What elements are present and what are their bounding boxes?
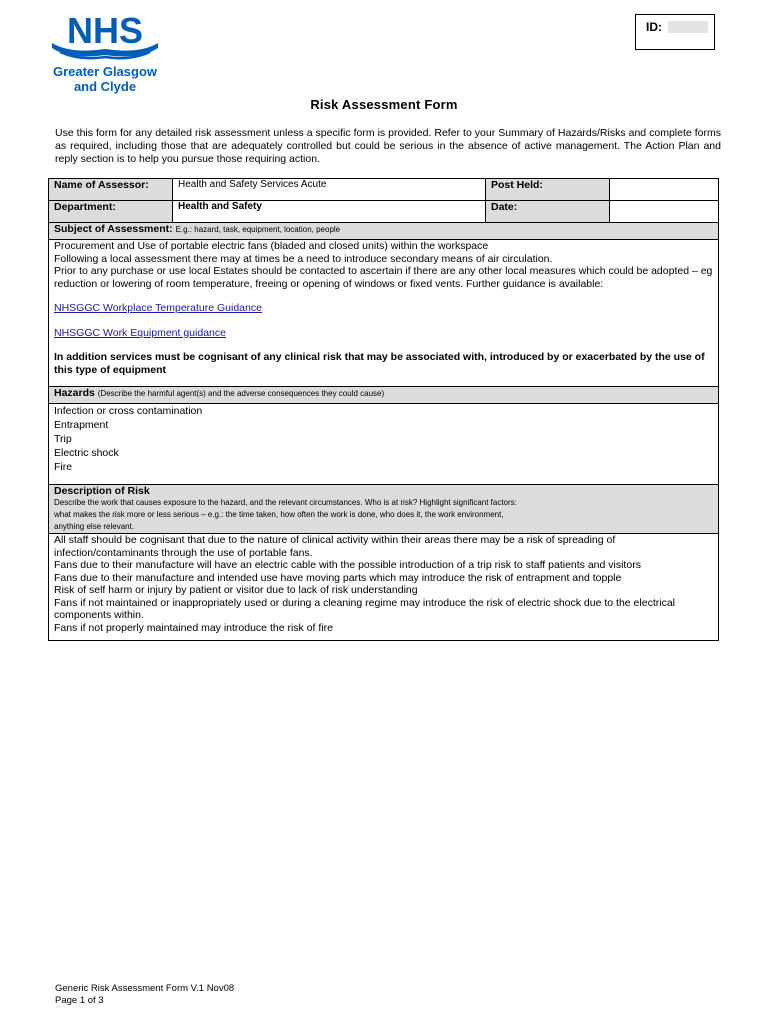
risk-hint-line: what makes the risk more or less serious – e.g.: the time taken, how often the work is done, who does it, the work environment, [54, 510, 504, 519]
hazard-item: Trip [54, 433, 72, 445]
hazard-item: Infection or cross contamination [54, 405, 203, 417]
date-label: Date: [486, 201, 610, 223]
workplace-temperature-guidance-link[interactable]: NHSGGC Workplace Temperature Guidance [54, 302, 262, 314]
page-number: Page 1 of 3 [55, 995, 104, 1006]
logo-line2: and Clyde [73, 79, 137, 94]
risk-line: Risk of self harm or injury by patient or visitor due to lack of risk understanding [54, 584, 418, 596]
hazards-label: Hazards [54, 387, 95, 399]
date-value[interactable] [610, 201, 719, 223]
logo-brand: NHS [66, 10, 144, 51]
logo-line1: Greater Glasgow [52, 64, 158, 79]
hazards-hint: (Describe the harmful agent(s) and the adverse consequences they could cause) [97, 389, 385, 398]
id-label: ID: [646, 20, 662, 34]
subject-body-row [49, 240, 719, 387]
assessor-row [49, 179, 719, 201]
hazards-header-row [49, 387, 719, 404]
department-row [49, 201, 719, 223]
risk-line: All staff should be cognisant that due to the nature of clinical activity within their areas there may be a risk of spreading of infection/contaminants through the use of portable fans. [54, 534, 616, 559]
intro-paragraph: Use this form for any detailed risk assessment unless a specific form is provided. Refer to your Summary of Hazards/Risks and complete forms as required, including those that are adequately controlled but could be serious in the absence of active management. The Action Plan and reply section is to help you pursue those requiring action. [55, 127, 721, 165]
department-label: Department: [49, 201, 173, 223]
risk-line: Fans due to their manufacture and intended use have moving parts which may introduce the risk of entrapment and topple [54, 571, 622, 584]
risk-body-row [49, 534, 719, 641]
id-box[interactable] [635, 14, 715, 50]
assessment-form [48, 178, 719, 641]
subject-line: Procurement and Use of portable electric fans (bladed and closed units) within the workspace [54, 240, 489, 252]
assessor-label: Name of Assessor: [49, 179, 173, 201]
risk-label: Description of Risk [54, 485, 150, 497]
page-title: Risk Assessment Form [310, 97, 458, 112]
assessor-value[interactable]: Health and Safety Services Acute [173, 179, 486, 201]
hazard-item: Fire [54, 461, 73, 473]
nhs-logo [40, 10, 170, 100]
hazard-item: Electric shock [54, 447, 119, 459]
id-field[interactable] [668, 21, 708, 33]
post-held-value[interactable] [610, 179, 719, 201]
subject-label: Subject of Assessment: [54, 223, 173, 235]
risk-line: Fans due to their manufacture will have an electric cable with the possible introduction of a trip risk to staff patients and visitors [54, 559, 641, 571]
subject-line: Prior to any purchase or use local Estates should be contacted to ascertain if there are any other local measures which could be adopted – eg reduction or lowering of room temperature, freeing or opening of windows or fixed vents. Further guidance is available: [54, 265, 713, 290]
hazard-item: Entrapment [54, 419, 109, 431]
department-value[interactable]: Health and Safety [173, 201, 486, 223]
risk-line: Fans if not maintained or inappropriately used or during a cleaning regime may introduce the risk of electric shock due to the electrical components within. [54, 596, 675, 621]
subject-hint: E.g.: hazard, task, equipment, location, people [175, 225, 341, 234]
form-version: Generic Risk Assessment Form V.1 Nov08 [55, 983, 235, 994]
clinical-risk-note: In addition services must be cognisant of any clinical risk that may be associated with, introduced by or exacerbated by the use of this type of equipment [54, 351, 705, 376]
risk-hint-line: Describe the work that causes exposure to the hazard, and the relevant circumstances. Who is at risk? Highlight significant factors: [54, 498, 517, 507]
risk-line: Fans if not properly maintained may introduce the risk of fire [54, 621, 333, 634]
work-equipment-guidance-link[interactable]: NHSGGC Work Equipment guidance [54, 326, 226, 339]
page-footer [55, 983, 234, 1007]
subject-header-row [49, 223, 719, 240]
risk-header-row [49, 485, 719, 534]
risk-hint-line: anything else relevant. [54, 522, 135, 531]
post-held-label: Post Held: [486, 179, 610, 201]
subject-line: Following a local assessment there may at times be a need to introduce secondary means of air circulation. [54, 252, 553, 265]
hazards-body-row [49, 404, 719, 485]
